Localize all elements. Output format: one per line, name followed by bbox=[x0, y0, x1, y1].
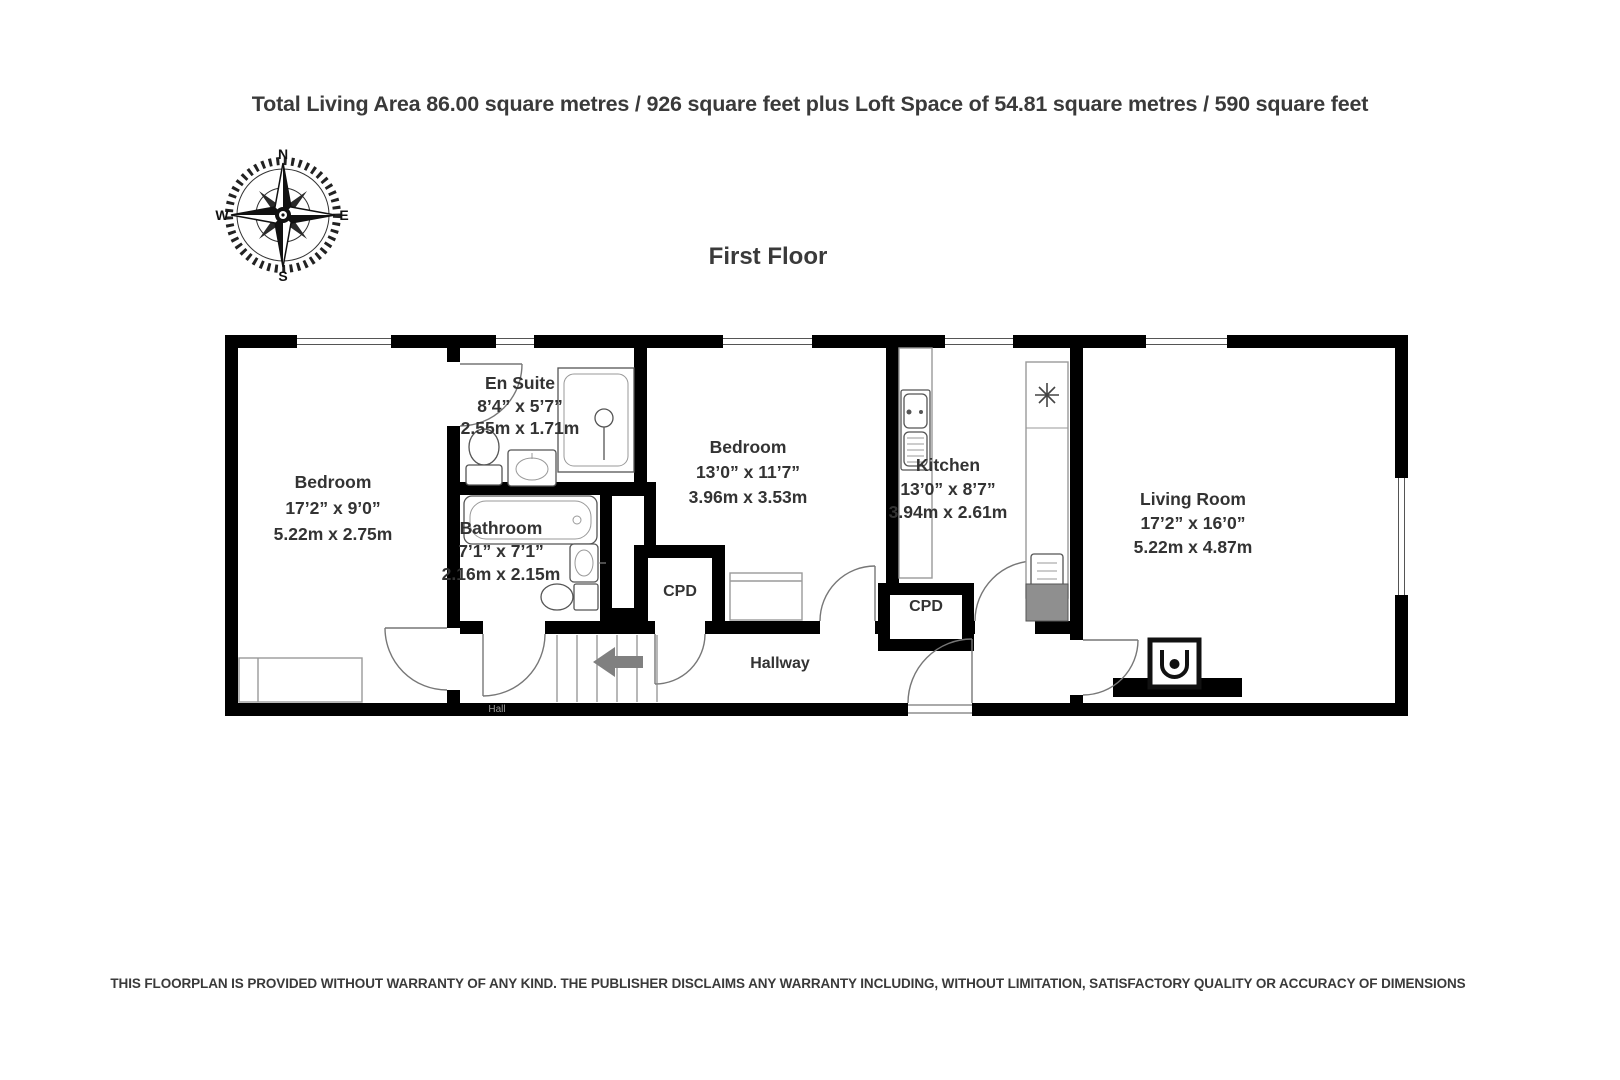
room-name: En Suite bbox=[484, 373, 556, 393]
room-dims-metric: 5.22m x 4.87m bbox=[1133, 537, 1253, 557]
wood-burner-stove-icon bbox=[1150, 640, 1199, 687]
window bbox=[297, 335, 391, 348]
room-dims-imperial: 17’2” x 16’0” bbox=[1140, 513, 1246, 533]
cooker-icon bbox=[1026, 584, 1068, 621]
bedroom2-wardrobe bbox=[730, 573, 802, 620]
room-dims-imperial: 8’4” x 5’7” bbox=[477, 396, 563, 416]
room-dims-imperial: 13’0” x 11’7” bbox=[695, 462, 801, 482]
room-name: Kitchen bbox=[915, 455, 981, 475]
cpd1-label: CPD bbox=[663, 583, 697, 600]
window bbox=[945, 335, 1013, 348]
door-arc bbox=[483, 634, 545, 696]
hallway-label: Hallway bbox=[750, 655, 810, 672]
disclaimer-text: THIS FLOORPLAN IS PROVIDED WITHOUT WARRANTY OF ANY KIND. THE PUBLISHER DISCLAIMS ANY WARRANTY INCLUDING, WITHOUT LIMITATION, SATISFACTORY QUALITY OR ACCURACY OF DIMENSIONS bbox=[110, 976, 1466, 991]
window bbox=[1146, 335, 1227, 348]
door-arc bbox=[385, 628, 447, 690]
window bbox=[723, 335, 812, 348]
room-dims-imperial: 17’2” x 9’0” bbox=[285, 498, 381, 518]
sink-icon bbox=[508, 450, 556, 486]
room-dims-metric: 5.22m x 2.75m bbox=[273, 524, 393, 544]
room-name: Bedroom bbox=[294, 472, 372, 492]
bedroom1-furniture bbox=[239, 658, 362, 702]
window bbox=[1395, 478, 1408, 595]
cpd2-label: CPD bbox=[909, 598, 943, 615]
room-bedroom-1 bbox=[274, 472, 393, 544]
room-dims-metric: 2.55m x 1.71m bbox=[460, 418, 580, 438]
toilet-icon bbox=[541, 584, 598, 610]
compass-icon bbox=[215, 146, 348, 284]
compass-east-label: E bbox=[339, 207, 349, 223]
room-living-room bbox=[1134, 489, 1253, 557]
floor-name: First Floor bbox=[708, 243, 828, 270]
room-dims-metric: 2.16m x 2.15m bbox=[441, 564, 561, 584]
room-dims-imperial: 13’0” x 8’7” bbox=[900, 479, 996, 499]
compass-west-label: W bbox=[215, 207, 229, 223]
total-area-title: Total Living Area 86.00 square metres / 926 square feet plus Loft Space of 54.81 square metres / 590 square feet bbox=[251, 92, 1369, 116]
stairs bbox=[557, 635, 657, 702]
stairs-arrow-left-icon bbox=[593, 647, 643, 677]
room-name: Bedroom bbox=[709, 437, 787, 457]
door-arc bbox=[820, 566, 875, 621]
room-dims-imperial: 7’1” x 7’1” bbox=[458, 541, 544, 561]
compass-south-label: S bbox=[278, 268, 288, 284]
door-arc bbox=[655, 634, 705, 684]
hall-faint-label: Hall bbox=[488, 704, 506, 715]
compass-north-label: N bbox=[277, 146, 289, 162]
room-dims-metric: 3.94m x 2.61m bbox=[888, 502, 1008, 522]
room-dims-metric: 3.96m x 3.53m bbox=[688, 487, 808, 507]
room-name: Bathroom bbox=[459, 518, 543, 538]
window bbox=[496, 335, 534, 348]
room-name: Living Room bbox=[1140, 489, 1246, 509]
room-bedroom-2 bbox=[689, 437, 808, 507]
